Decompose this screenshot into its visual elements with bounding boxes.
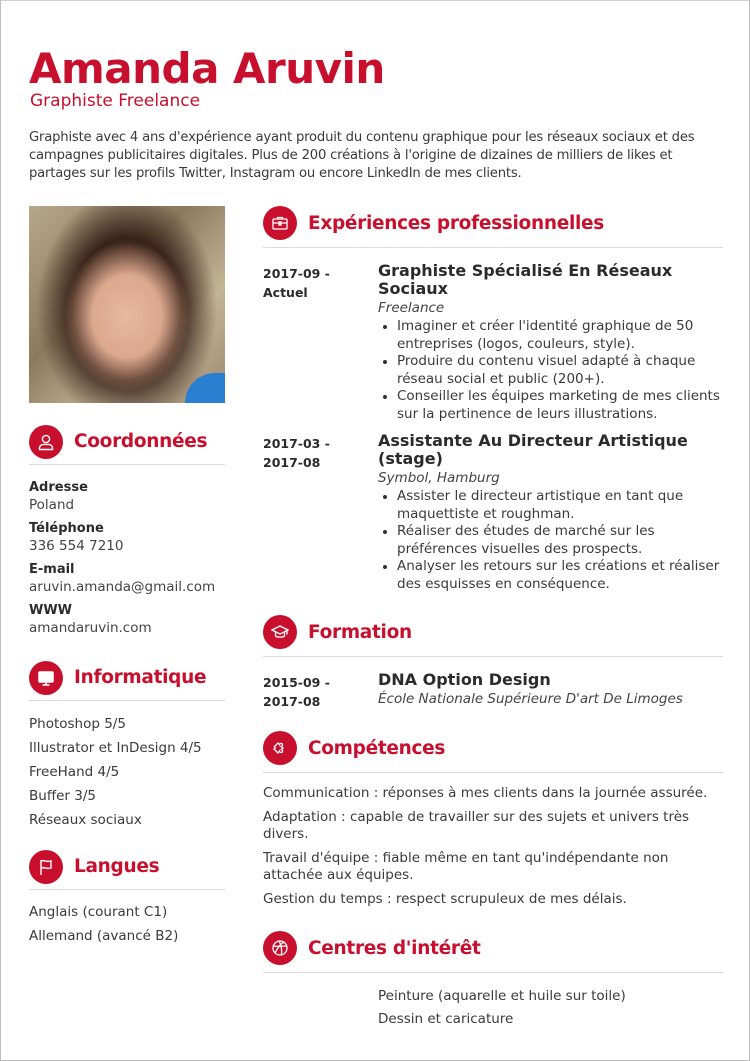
section-header-interests [263, 931, 723, 973]
bullet-item: Assister le directeur artistique en tant que maquettiste et roughman. [378, 488, 725, 523]
skill-item: Gestion du temps : respect scrupuleux de mes délais. [263, 890, 627, 907]
job-title: Graphiste Freelance [30, 91, 201, 111]
bullet-item: Imaginer et créer l'identité graphique de 50 entreprises (logos, couleurs, style). [378, 318, 725, 353]
list-item: FreeHand 4/5 [29, 764, 120, 780]
profile-photo [29, 206, 225, 403]
ball-icon [263, 931, 297, 965]
contact-label-email: E-mail [29, 562, 75, 577]
education-entry [263, 671, 725, 709]
candidate-name: Amanda Aruvin [29, 44, 385, 93]
contact-value-www[interactable]: amandaruvin.com [29, 620, 152, 636]
flag-icon [29, 850, 63, 884]
contact-label-www: WWW [29, 603, 73, 618]
list-item: Anglais (courant C1) [29, 904, 168, 920]
list-item: Allemand (avancé B2) [29, 928, 179, 944]
skill-item: Communication : réponses à mes clients dans la journée assurée. [263, 785, 708, 801]
list-item: Peinture (aquarelle et huile sur toile) [378, 988, 626, 1004]
list-item: Réseaux sociaux [29, 812, 142, 828]
person-icon [29, 425, 63, 459]
section-title: Informatique [74, 667, 207, 688]
section-header-experience [263, 206, 723, 248]
bullet-item: Analyser les retours sur les créations et réaliser des esquisses en conséquence. [378, 558, 725, 593]
list-item: Buffer 3/5 [29, 788, 96, 804]
contact-list [29, 479, 229, 643]
list-item: Illustrator et InDesign 4/5 [29, 740, 202, 756]
bullet-item: Produire du contenu visuel adapté à chaque réseau social et public (200+). [378, 353, 725, 388]
graduation-cap-icon [263, 615, 297, 649]
list-item: Dessin et caricature [378, 1011, 514, 1027]
entry-bullets [378, 488, 725, 593]
bullet-item: Réaliser des études de marché sur les préférences visuelles des prospects. [378, 523, 725, 558]
section-header-contact [29, 425, 225, 465]
photo-shirt [185, 373, 225, 403]
entry-title: Graphiste Spécialisé En Réseaux Sociaux [378, 261, 673, 298]
section-title: Compétences [308, 737, 446, 759]
section-title: Expériences professionnelles [308, 212, 604, 234]
entry-bullets [378, 318, 725, 423]
section-title: Centres d'intérêt [308, 937, 481, 959]
contact-value-address: Poland [29, 497, 75, 513]
contact-label-phone: Téléphone [29, 521, 104, 536]
skill-item: Adaptation : capable de travailler sur des sujets et univers très divers. [263, 808, 690, 842]
entry-title: DNA Option Design [378, 670, 551, 689]
languages-list [29, 900, 178, 948]
section-title: Langues [74, 856, 160, 877]
entry-organization: Symbol, Hamburg [378, 470, 500, 486]
list-item: Photoshop 5/5 [29, 716, 126, 732]
interests-list [378, 985, 626, 1031]
entry-organization: École Nationale Supérieure D'art De Limoges [378, 691, 683, 707]
bullet-item: Conseiller les équipes marketing de mes clients sur la pertinence de leurs illustrations. [378, 388, 725, 423]
skills-list [263, 785, 723, 914]
entry-title: Assistante Au Directeur Artistique (stage) [378, 431, 688, 468]
monitor-icon [29, 661, 63, 695]
skill-item: Travail d'équipe : fiable même en tant qu'indépendante non attachée aux équipes. [263, 849, 669, 883]
computing-list [29, 712, 202, 832]
section-title: Formation [308, 621, 412, 643]
contact-value-email[interactable]: aruvin.amanda@gmail.com [29, 579, 216, 595]
section-header-education [263, 615, 723, 657]
experience-entry [263, 262, 725, 423]
profile-summary: Graphiste avec 4 ans d'expérience ayant produit du contenu graphique pour les réseaux sociaux et des campagnes publicitaires digitales. Plus de 200 créations à l'origine de dizaines de milliers de likes et partages sur les profils Twitter, Instagram ou encore LinkedIn de mes clients. [29, 130, 695, 181]
entry-date: 2015-09 - 2017-08 [263, 675, 330, 709]
section-header-skills [263, 731, 723, 773]
entry-date: 2017-03 - 2017-08 [263, 436, 330, 470]
section-title: Coordonnées [74, 431, 208, 452]
contact-value-phone[interactable]: 336 554 7210 [29, 538, 124, 554]
entry-organization: Freelance [378, 300, 445, 316]
section-header-languages [29, 850, 225, 890]
experience-entry [263, 432, 725, 593]
briefcase-icon [263, 206, 297, 240]
section-header-computing [29, 661, 225, 701]
puzzle-icon [263, 731, 297, 765]
contact-label-address: Adresse [29, 480, 88, 495]
entry-date: 2017-09 - Actuel [263, 266, 330, 300]
